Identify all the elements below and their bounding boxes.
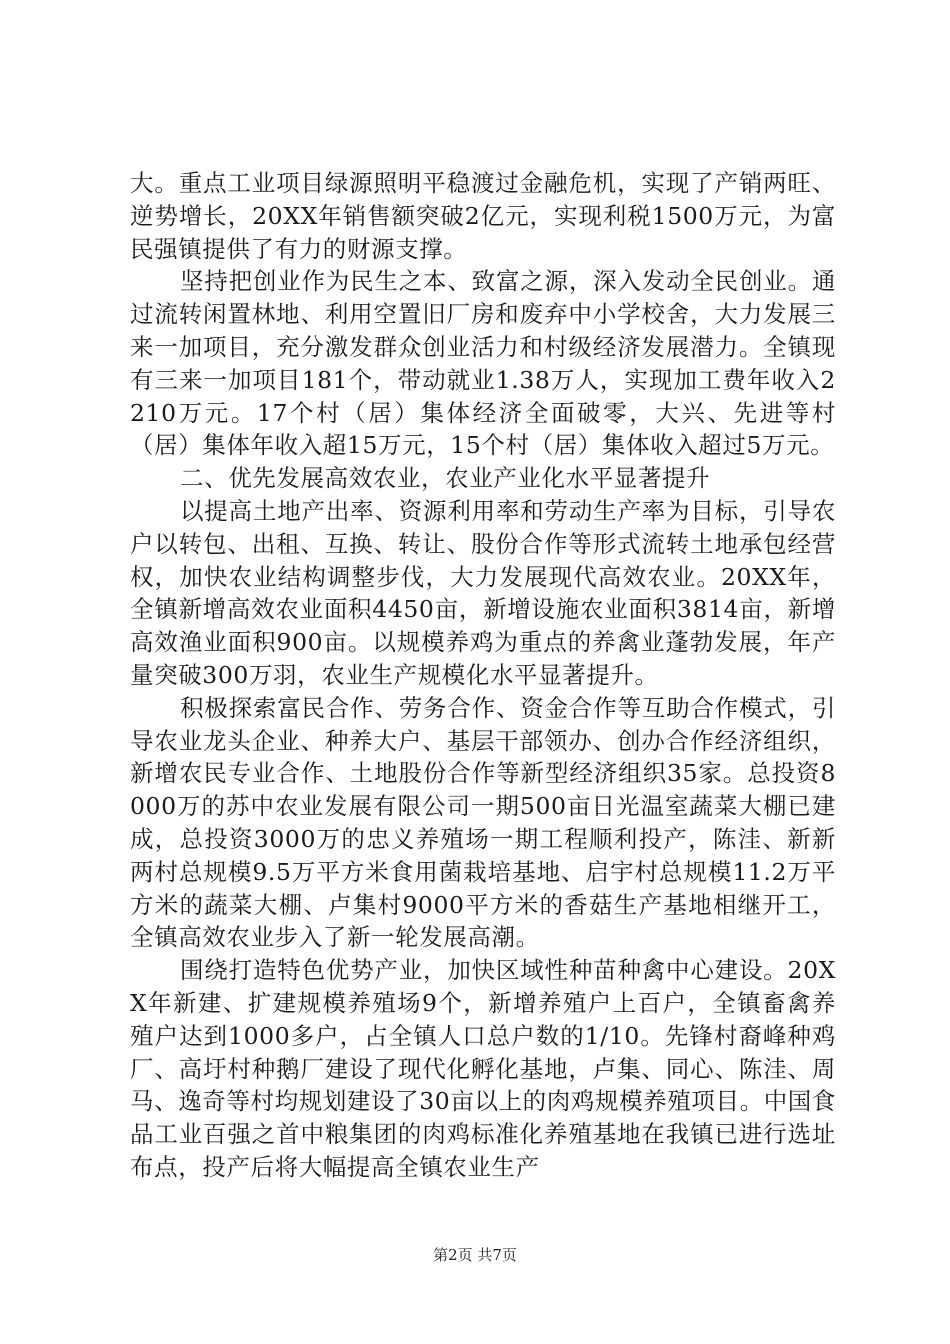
page-number: 第2页 共7页 [433, 1246, 517, 1264]
page-footer [0, 1244, 950, 1265]
paragraph-continuation: 大。重点工业项目绿源照明平稳渡过金融危机，实现了产销两旺、逆势增长，20XX年销售额突破2亿元，实现利税1500万元，为富民强镇提供了有力的财源支撑。 [130, 169, 836, 263]
document-body [130, 167, 836, 1184]
paragraph-entrepreneurship: 坚持把创业作为民生之本、致富之源，深入发动全民创业。通过流转闲置林地、利用空置旧厂房和废弃中小学校舍，大力发展三来一加项目，充分激发群众创业活力和村级经济发展潜力。全镇现有三来一加项目181个，带动就业1.38万人，实现加工费年收入2210万元。17个村（居）集体经济全面破零，大兴、先进等村（居）集体年收入超15万元，15个村（居）集体收入超过5万元。 [130, 267, 836, 460]
section-heading: 二、优先发展高效农业，农业产业化水平显著提升 [180, 464, 711, 493]
paragraph-cooperation: 积极探索富民合作、劳务合作、资金合作等互助合作模式，引导农业龙头企业、种养大户、基层干部领办、创办合作经济组织，新增农民专业合作、土地股份合作等新型经济组织35家。总投资8000万的苏中农业发展有限公司一期500亩日光温室蔬菜大棚已建成，总投资3000万的忠义养殖场一期工程顺利投产，陈洼、新新两村总规模9.5万平方米食用菌栽培基地、启宇村总规模11.2万平方米的蔬菜大棚、卢集村9000平方米的香菇生产基地相继开工，全镇高效农业步入了新一轮发展高潮。 [130, 693, 836, 952]
paragraph-efficient-agriculture: 以提高土地产出率、资源利用率和劳动生产率为目标，引导农户以转包、出租、互换、转让、股份合作等形式流转土地承包经营权，加快农业结构调整步伐，大力发展现代高效农业。20XX年，全镇新增高效农业面积4450亩，新增设施农业面积3814亩，新增高效渔业面积900亩。以规模养鸡为重点的养禽业蓬勃发展，年产量突破300万羽，农业生产规模化水平显著提升。 [130, 496, 836, 689]
paragraph-breeding-center: 围绕打造特色优势产业，加快区域性种苗种禽中心建设。20XX年新建、扩建规模养殖场9个，新增养殖户上百户，全镇畜禽养殖户达到1000多户，占全镇人口总户数的1/10。先锋村裔峰种鸡厂、高圩村种鹅厂建设了现代化孵化基地，卢集、同心、陈洼、周马、逸奇等村均规划建设了30亩以上的肉鸡规模养殖项目。中国食品工业百强之首中粮集团的肉鸡标准化养殖基地在我镇已进行选址布点，投产后将大幅提高全镇农业生产 [130, 956, 836, 1181]
